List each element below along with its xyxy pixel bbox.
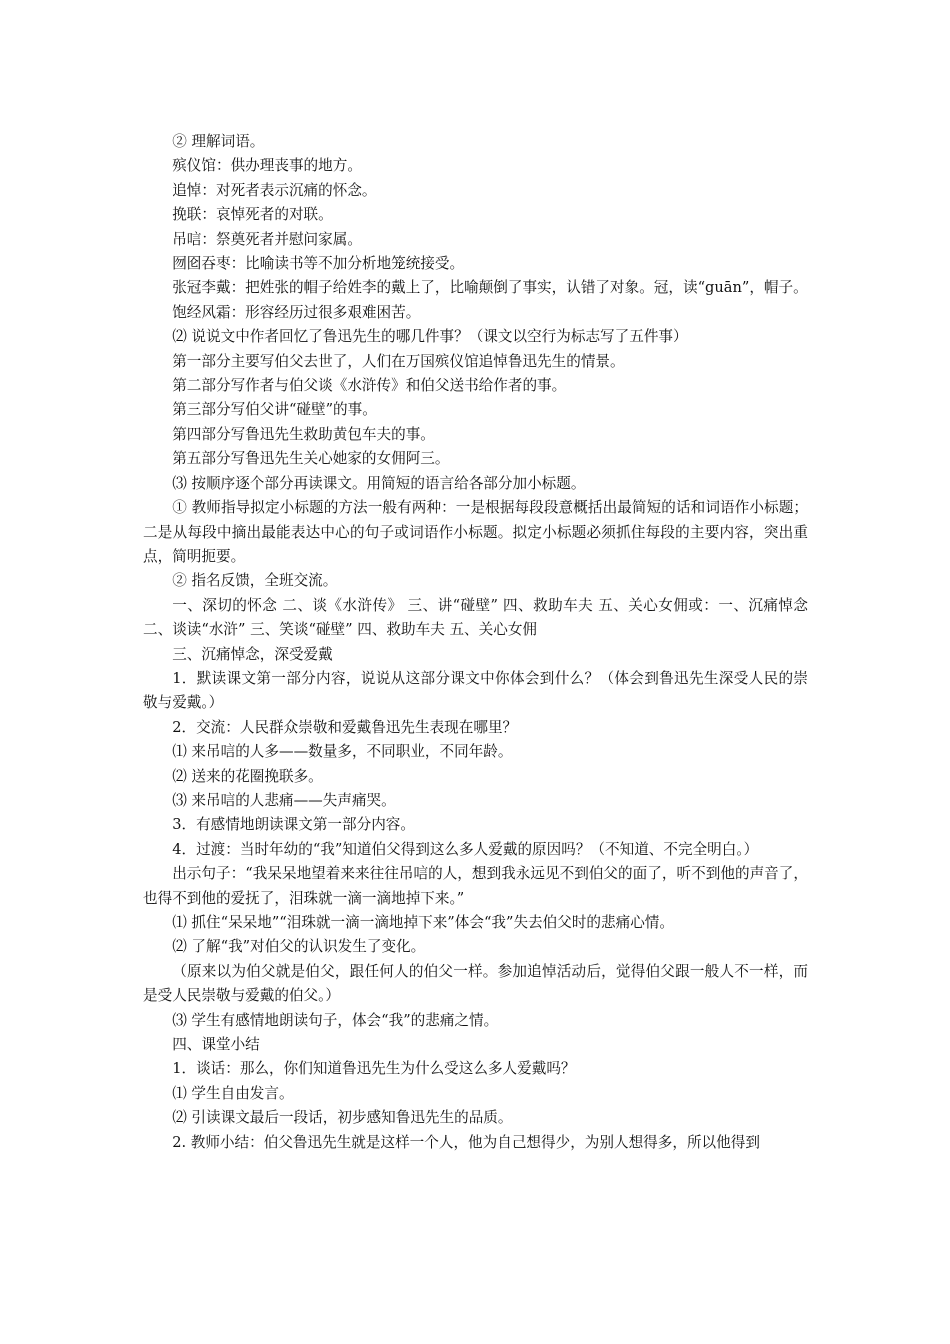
paragraph-summary-1: 1．谈话：那么，你们知道鲁迅先生为什么受这么多人爱戴吗？	[172, 1060, 576, 1078]
paragraph-point-2: ⑵ 送来的花圈挽联多。	[172, 767, 323, 785]
paragraph-step-4: 4．过渡：当时年幼的“我”知道伯父得到这么多人爱戴的原因吗？（不知道、不完全明白。）	[172, 840, 759, 858]
section-heading-three: 三、沉痛悼念，深受爱戴	[172, 645, 333, 663]
paragraph-summary-point-2: ⑵ 引读课文最后一段话，初步感知鲁迅先生的品质。	[172, 1109, 513, 1127]
paragraph-part-one: 第一部分主要写伯父去世了，人们在万国殡仪馆追悼鲁迅先生的情景。	[172, 352, 625, 370]
paragraph-show-sentence: 出示句子：“我呆呆地望着来来往往吊唁的人，想到我永远见不到伯父的面了，听不到他的声音了，也得不到他的爱抚了，泪珠就一滴一滴地掉下来。”	[143, 865, 808, 907]
paragraph-question-events: ⑵ 说说文中作者回忆了鲁迅先生的哪几件事？（课文以空行为标志写了五件事）	[172, 328, 688, 346]
paragraph-definition-condolence: 吊唁：祭奠死者并慰问家属。	[172, 230, 362, 248]
paragraph-feedback: ② 指名反馈，全班交流。	[172, 572, 338, 590]
paragraph-subtitle-method: ① 教师指导拟定小标题的方法一般有两种：一是根据每段段意概括出最简短的话和词语作小标题；二是从每段中摘出最能表达中心的句子或词语作小标题。拟定小标题必须抓住每段的主要内容，突出重点，简明扼要。	[143, 499, 808, 565]
paragraph-definition-funeral-home: 殡仪馆：供办理丧事的地方。	[172, 157, 362, 175]
paragraph-definition-memorial: 追悼：对死者表示沉痛的怀念。	[172, 181, 377, 199]
paragraph-part-four: 第四部分写鲁迅先生救助黄包车夫的事。	[172, 425, 435, 443]
paragraph-part-three: 第三部分写伯父讲“碰壁”的事。	[172, 401, 377, 419]
paragraph-point-1: ⑴ 来吊唁的人多——数量多，不同职业，不同年龄。	[172, 743, 513, 761]
paragraph-definition-weathered: 饱经风霜：形容经历过很多艰难困苦。	[172, 303, 421, 321]
document-page	[143, 130, 808, 1155]
paragraph-step-2: 2．交流：人民群众崇敬和爱戴鲁迅先生表现在哪里？	[172, 718, 518, 736]
paragraph-subtitles-list: 一、深切的怀念 二、谈《水浒传》 三、讲“碰壁” 四、救助车夫 五、关心女佣或：一、沉痛悼念 二、谈读“水浒” 三、笑谈“碰壁” 四、救助车夫 五、关心女佣	[143, 596, 808, 639]
paragraph-sentence-point-3: ⑶ 学生有感情地朗读句子，体会“我”的悲痛之情。	[172, 1011, 499, 1029]
paragraph-sentence-point-1: ⑴ 抓住“呆呆地”“泪珠就一滴一滴地掉下来”体会“我”失去伯父时的悲痛心情。	[172, 914, 675, 931]
paragraph-summary-point-1: ⑴ 学生自由发言。	[172, 1084, 294, 1102]
paragraph-summary-2: 2. 教师小结：伯父鲁迅先生就是这样一个人，他为自己想得少，为别人想得多，所以他得到	[172, 1133, 760, 1151]
paragraph-reread-subtitles: ⑶ 按顺序逐个部分再读课文。用简短的语言给各部分加小标题。	[172, 474, 586, 492]
paragraph-part-five: 第五部分写鲁迅先生关心她家的女佣阿三。	[172, 450, 450, 468]
paragraph-step-3: 3．有感情地朗读课文第一部分内容。	[172, 816, 415, 834]
section-heading-four: 四、课堂小结	[172, 1036, 260, 1054]
paragraph-definition-swallow-whole: 囫囵吞枣：比喻读书等不加分析地笼统接受。	[172, 255, 465, 273]
paragraph-understand-words: ② 理解词语。	[172, 133, 265, 150]
paragraph-definition-wrong-hat: 张冠李戴：把姓张的帽子给姓李的戴上了，比喻颠倒了事实，认错了对象。冠，读“guān”，帽子。	[172, 279, 808, 297]
paragraph-sentence-point-2: ⑵ 了解“我”对伯父的认识发生了变化。	[172, 938, 426, 956]
paragraph-understanding-change: （原来以为伯父就是伯父，跟任何人的伯父一样。参加追悼活动后，觉得伯父跟一般人不一样，而是受人民崇敬与爱戴的伯父。）	[143, 962, 808, 1005]
paragraph-part-two: 第二部分写作者与伯父谈《水浒传》和伯父送书给作者的事。	[172, 377, 567, 395]
paragraph-definition-elegiac-couplet: 挽联：哀悼死者的对联。	[172, 206, 333, 224]
paragraph-point-3: ⑶ 来吊唁的人悲痛——失声痛哭。	[172, 791, 396, 809]
paragraph-step-1: 1．默读课文第一部分内容，说说从这部分课文中你体会到什么？（体会到鲁迅先生深受人民的崇敬与爱戴。）	[143, 669, 808, 712]
